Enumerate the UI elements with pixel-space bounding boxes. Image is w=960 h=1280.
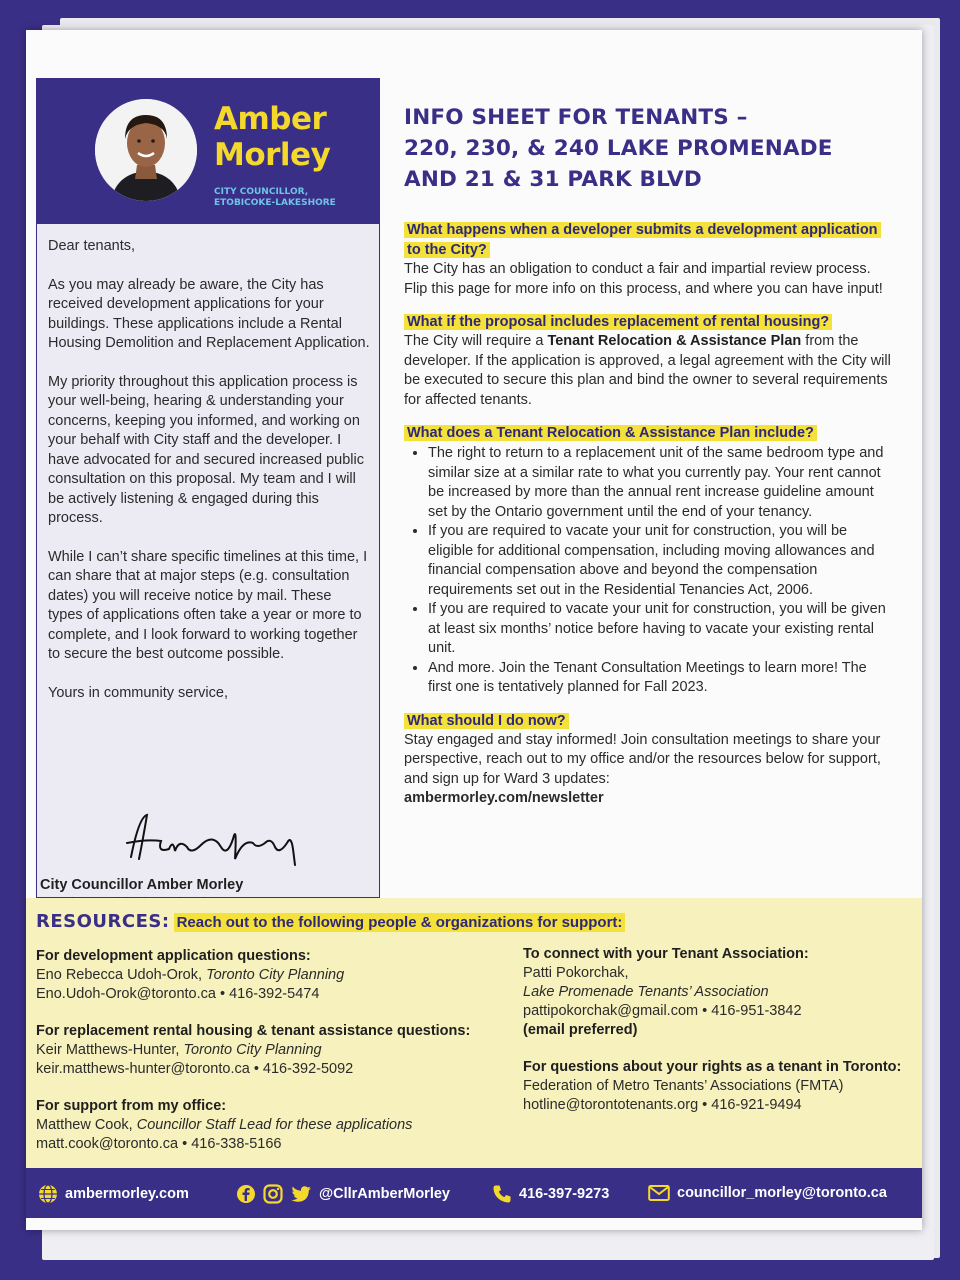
section-question: What does a Tenant Relocation & Assistance Plan include? (404, 425, 817, 441)
resource-heading: To connect with your Tenant Association: (523, 946, 809, 962)
resources-right-column (523, 945, 913, 1133)
signature-name: City Councillor Amber Morley (40, 877, 244, 893)
footer-phone-text: 416-397-9273 (519, 1186, 610, 1202)
resource-name: Matthew Cook, (36, 1117, 137, 1133)
councillor-header (37, 79, 379, 224)
resource-contact[interactable]: pattipokorchak@gmail.com • 416-951-3842 (523, 1003, 802, 1019)
councillor-name (214, 101, 374, 173)
footer-phone[interactable] (492, 1184, 609, 1204)
letter-panel (36, 78, 380, 898)
title-line-2: 220, 230, & 240 LAKE PROMENADE (404, 136, 833, 161)
councillor-last-name: Morley (214, 137, 331, 173)
resources-header (36, 911, 625, 932)
resource-org: Councillor Staff Lead for these applications (136, 1117, 413, 1133)
councillor-portrait-icon (95, 99, 197, 201)
resource-name: Keir Matthews-Hunter, (36, 1042, 184, 1058)
answer-emphasis: Tenant Relocation & Assistance Plan (547, 333, 802, 349)
list-item: • If you are required to vacate your unit for construction, you will be given at least six months’ notice before having to vacate your existing rental unit. (428, 600, 894, 659)
section-answer (404, 731, 894, 809)
resource-heading: For replacement rental housing & tenant assistance questions: (36, 1023, 471, 1039)
resource-office-contact (36, 1097, 506, 1154)
resource-development-contact (36, 947, 506, 1004)
letter-greeting: Dear tenants, (48, 238, 136, 254)
councillor-first-name: Amber (214, 101, 327, 137)
footer-social-handle: @CllrAmberMorley (319, 1186, 450, 1202)
section-plan-includes (404, 423, 894, 698)
resource-contact[interactable]: matt.cook@toronto.ca • 416-338-5166 (36, 1136, 282, 1152)
mail-icon (648, 1184, 670, 1202)
plan-bullet-list (404, 444, 894, 698)
letter-paragraph: While I can’t share specific timelines at this time, I can share that at major steps (e.g. consultation dates) you will receive notice by mail. These types of applications often take a year or more to complete, and I look forward to working together to secure the best outcome possible. (48, 548, 368, 662)
phone-icon (492, 1184, 512, 1204)
section-question: What if the proposal includes replacement of rental housing? (404, 314, 832, 330)
section-what-to-do (404, 711, 894, 809)
resource-org: Toronto City Planning (183, 1042, 322, 1058)
resource-rental-contact (36, 1022, 506, 1079)
resource-contact[interactable]: hotline@torontotenants.org • 416-921-9494 (523, 1097, 802, 1113)
resource-org: Toronto City Planning (206, 967, 345, 983)
resource-org-name: Lake Promenade Tenants’ Association (523, 984, 769, 1000)
councillor-role (214, 187, 379, 209)
section-question: What happens when a developer submits a development application to the City? (404, 222, 881, 258)
instagram-icon[interactable] (263, 1184, 283, 1204)
facebook-icon[interactable] (236, 1184, 256, 1204)
resource-contact[interactable]: keir.matthews-hunter@toronto.ca • 416-392-5092 (36, 1061, 354, 1077)
answer-text: Stay engaged and stay informed! Join consultation meetings to share your perspective, reach out to my office and/or the resources below for support, and sign up for Ward 3 updates: (404, 731, 881, 787)
resources-subtitle: Reach out to the following people & organizations for support: (174, 913, 626, 932)
resources-left-column (36, 947, 506, 1172)
list-item: • And more. Join the Tenant Consultation Meetings to learn more! The first one is tentatively planned for Fall 2023. (428, 659, 894, 698)
footer-website[interactable] (38, 1184, 189, 1204)
resource-name: Patti Pokorchak, (523, 965, 629, 981)
section-rental-replacement (404, 312, 894, 410)
role-line-1: CITY COUNCILLOR, (214, 187, 309, 197)
resource-contact[interactable]: Eno.Udoh-Orok@toronto.ca • 416-392-5474 (36, 986, 320, 1002)
letter-body (48, 237, 370, 703)
answer-text: from the developer. If the application is approved, a legal agreement with the City will be executed to secure this plan and bind the owner to several requirements for affected tenants. (404, 333, 891, 408)
resource-person (36, 1041, 506, 1060)
page-title (404, 102, 894, 195)
info-sections (404, 220, 894, 822)
section-developer-application (404, 220, 894, 299)
footer-email-text: councillor_morley@toronto.ca (677, 1185, 887, 1201)
footer-bar (26, 1168, 922, 1218)
info-sheet (26, 30, 922, 1230)
title-line-1: INFO SHEET FOR TENANTS – (404, 105, 748, 130)
list-item: • If you are required to vacate your unit for construction, you will be eligible for additional compensation, including moving allowances and financial compensation above and beyond the compensation requirements set out in the Residential Tenancies Act, 2006. (428, 522, 894, 600)
handwritten-signature (117, 809, 307, 871)
section-answer: The City has an obligation to conduct a fair and impartial review process. Flip this page for more info on this process, and where you can have input! (404, 261, 883, 297)
section-answer (404, 332, 894, 410)
list-item: • The right to return to a replacement unit of the same bedroom type and similar size at a similar rate to what you currently pay. Your rent cannot be increased by more than the annual rent increase guideline amount set by the Ontario government until the end of your tenancy. (428, 444, 894, 522)
letter-paragraph: As you may already be aware, the City has received development applications for your buildings. These applications include a Rental Housing Demolition and Replacement Application. (48, 276, 370, 351)
footer-website-text: ambermorley.com (65, 1186, 189, 1202)
resource-person (36, 966, 506, 985)
newsletter-link[interactable]: ambermorley.com/newsletter (404, 790, 604, 806)
answer-text: The City will require a (404, 333, 548, 349)
letter-paragraph: My priority throughout this application process is your well-being, hearing & understanding your concerns, keeping you informed, and working on your behalf with City staff and the developer. I have advocated for and secured increased public consultation on this proposal. My team and I will be actively listening & engaged during this process. (48, 373, 364, 526)
resource-note: (email preferred) (523, 1022, 638, 1038)
resource-heading: For questions about your rights as a tenant in Toronto: (523, 1059, 902, 1075)
section-question: What should I do now? (404, 713, 569, 729)
resource-heading: For support from my office: (36, 1098, 227, 1114)
councillor-avatar (95, 99, 197, 201)
resource-tenant-association (523, 945, 913, 1040)
resources-panel (26, 898, 922, 1168)
twitter-icon[interactable] (290, 1184, 312, 1204)
title-line-3: AND 21 & 31 PARK BLVD (404, 167, 702, 192)
resource-org (523, 983, 913, 1002)
footer-email[interactable] (648, 1184, 887, 1202)
role-line-2: ETOBICOKE-LAKESHORE (214, 198, 336, 208)
letter-closing: Yours in community service, (48, 684, 228, 701)
resource-person (36, 1116, 506, 1135)
resource-org: Federation of Metro Tenants’ Associations (FMTA) (523, 1078, 844, 1094)
globe-icon (38, 1184, 58, 1204)
resource-tenant-rights (523, 1058, 913, 1115)
resource-heading: For development application questions: (36, 948, 311, 964)
footer-social[interactable] (236, 1184, 450, 1204)
resources-title: RESOURCES: (36, 911, 170, 932)
resource-name: Eno Rebecca Udoh-Orok, (36, 967, 207, 983)
